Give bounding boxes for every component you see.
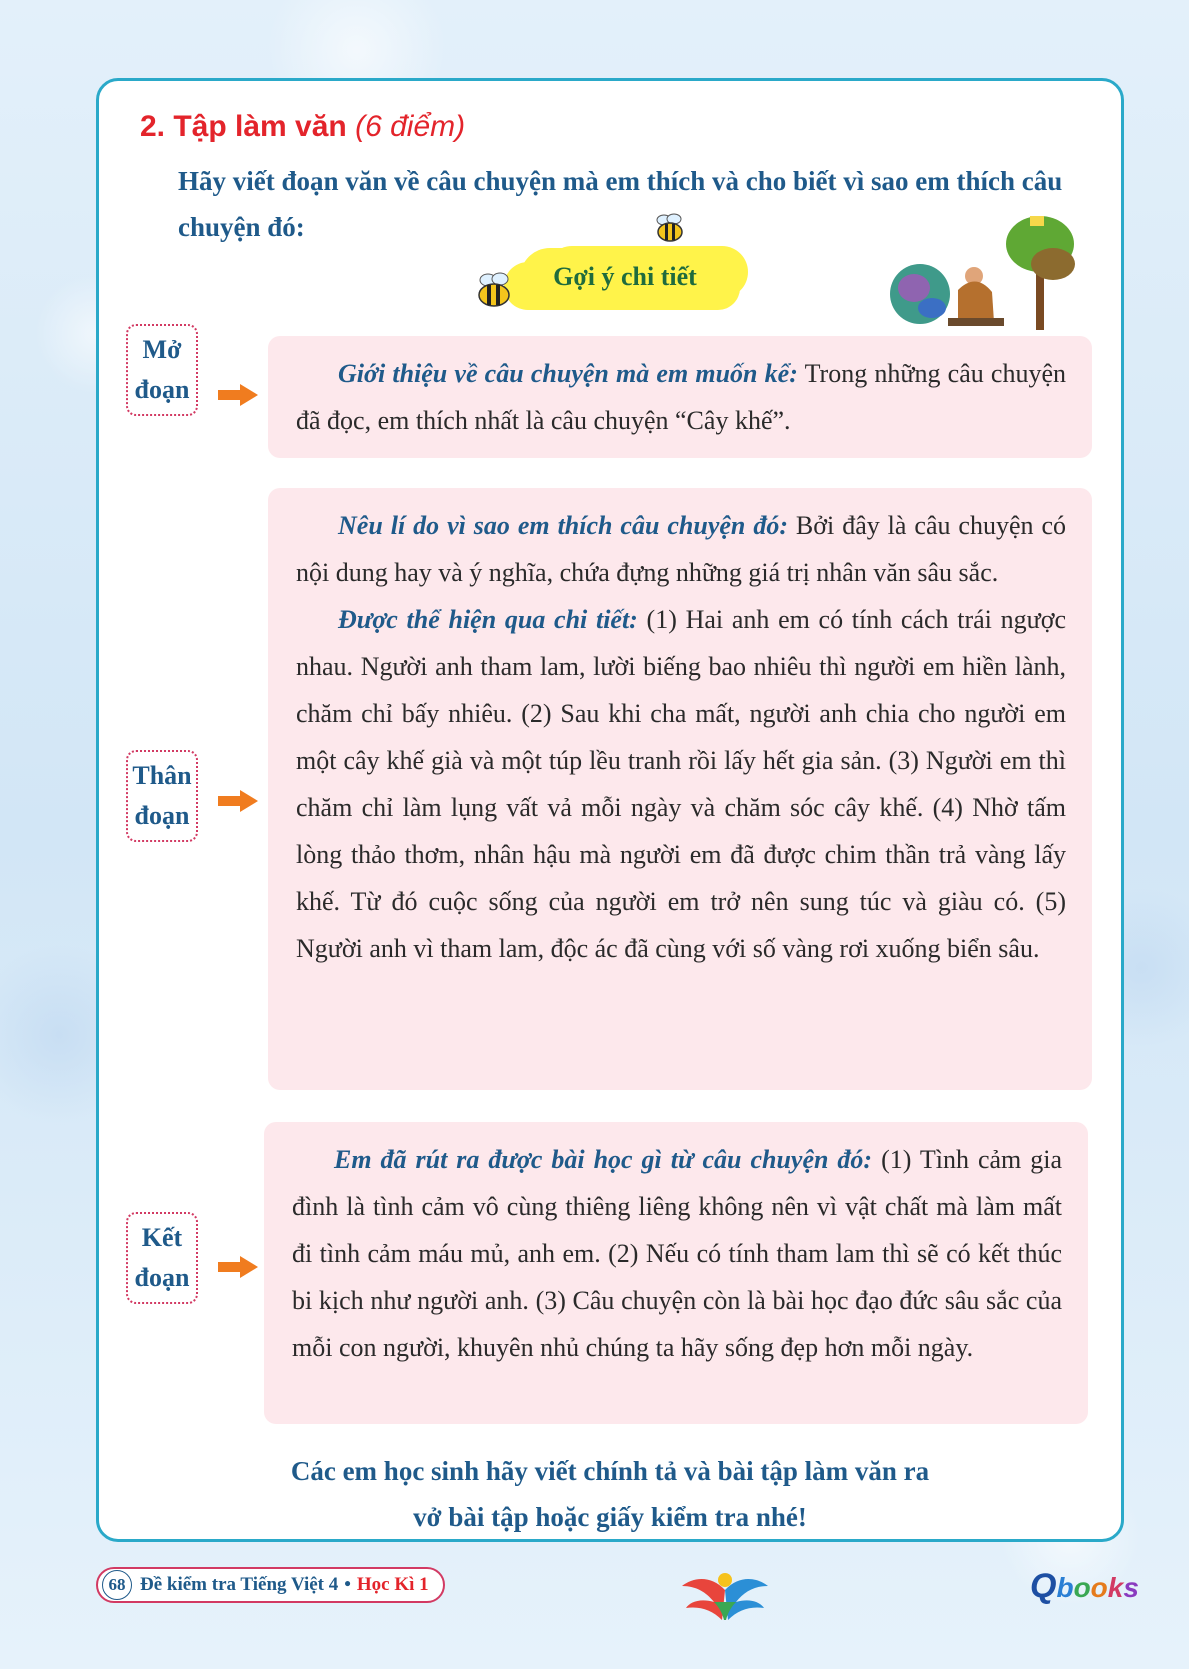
story-illustration <box>888 212 1078 332</box>
arrow-right-icon <box>218 790 258 812</box>
bee-icon <box>472 270 516 310</box>
brand-k: k <box>1107 1572 1124 1603</box>
body-lead-reason: Nêu lí do vì sao em thích câu chuyện đó: <box>338 511 788 540</box>
intro-box <box>268 336 1092 458</box>
label-conclusion-line2: đoạn <box>134 1263 190 1292</box>
body-text-reason: Bởi đây là câu chuyện có nội dung hay và ý nghĩa, chứa đựng những giá trị nhân văn sâu sắc. <box>296 511 1066 587</box>
brand-o1: o <box>1073 1572 1091 1603</box>
label-intro-line2: đoạn <box>134 375 190 404</box>
brand-o2: o <box>1090 1572 1108 1603</box>
label-body <box>126 750 198 842</box>
section-title <box>140 110 465 144</box>
publisher-logo <box>1030 1567 1139 1606</box>
label-body-line1: Thân <box>132 761 192 790</box>
brand-q: Q <box>1030 1567 1057 1605</box>
footer-separator: • <box>344 1574 351 1595</box>
essay-prompt: Hãy viết đoạn văn về câu chuyện mà em thích và cho biết vì sao em thích câu chuyện đó: <box>178 166 1063 242</box>
closing-note <box>140 1448 1080 1540</box>
section-points: (6 điểm) <box>355 110 466 143</box>
body-paragraph-details <box>296 596 1066 972</box>
conclusion-box <box>264 1122 1088 1424</box>
arrow-right-icon <box>218 384 258 406</box>
conclusion-paragraph <box>292 1136 1062 1371</box>
label-conclusion-line1: Kết <box>141 1223 183 1252</box>
hint-cloud <box>480 240 750 320</box>
section-title-text: 2. Tập làm văn <box>140 110 347 143</box>
body-paragraph-reason <box>296 502 1066 596</box>
book-title: Đề kiểm tra Tiếng Việt 4 <box>140 1574 339 1595</box>
wings-logo-icon <box>680 1568 770 1624</box>
bee-icon <box>652 212 688 244</box>
intro-paragraph <box>296 350 1066 444</box>
label-body-line2: đoạn <box>134 801 190 830</box>
conclusion-lead: Em đã rút ra được bài học gì từ câu chuyện đó: <box>334 1145 873 1174</box>
label-intro-line1: Mở <box>142 335 182 364</box>
hint-label: Gợi ý chi tiết <box>553 262 697 291</box>
page-number: 68 <box>102 1570 132 1600</box>
hint-cloud-shape <box>520 248 730 308</box>
intro-lead: Giới thiệu về câu chuyện mà em muốn kể: <box>338 359 798 388</box>
intro-text: Trong những câu chuyện đã đọc, em thích nhất là câu chuyện “Cây khế”. <box>296 359 1066 435</box>
brand-b: b <box>1056 1572 1074 1603</box>
arrow-right-icon <box>218 1256 258 1278</box>
body-text-details: (1) Hai anh em có tính cách trái ngược nhau. Người anh tham lam, lười biếng bao nhiêu thì người em hiền lành, chăm chỉ bấy nhiêu. (2) Sau khi cha mất, người anh chia cho người em một cây khế già và một túp lều tranh rồi lấy hết gia sản. (3) Người em thì chăm chỉ làm lụng vất vả mỗi ngày và chăm sóc cây khế. (4) Nhờ tấm lòng thảo thơm, nhân hậu mà người em đã được chim thần trả vàng lấy khế. Từ đó cuộc sống của người em trở nên sung túc và giàu có. (5) Người anh vì tham lam, độc ác đã cùng với số vàng rơi xuống biển sâu. <box>296 605 1066 963</box>
closing-line2: vở bài tập hoặc giấy kiểm tra nhé! <box>413 1502 807 1532</box>
footer-book-info <box>96 1567 445 1603</box>
body-lead-details: Được thể hiện qua chi tiết: <box>338 605 638 634</box>
closing-line1: Các em học sinh hãy viết chính tả và bài tập làm văn ra <box>290 1456 930 1486</box>
book-term: Học Kì 1 <box>356 1574 429 1595</box>
brand-s: s <box>1123 1572 1139 1603</box>
body-box <box>268 488 1092 1090</box>
label-conclusion <box>126 1212 198 1304</box>
conclusion-text: (1) Tình cảm gia đình là tình cảm vô cùng thiêng liêng không nên vì vật chất mà làm mất đi tình cảm máu mủ, anh em. (2) Nếu có tính tham lam thì sẽ có kết thúc bi kịch như người anh. (3) Câu chuyện còn là bài học đạo đức sâu sắc của mỗi con người, khuyên nhủ chúng ta hãy sống đẹp hơn mỗi ngày. <box>292 1145 1062 1362</box>
label-intro <box>126 324 198 416</box>
